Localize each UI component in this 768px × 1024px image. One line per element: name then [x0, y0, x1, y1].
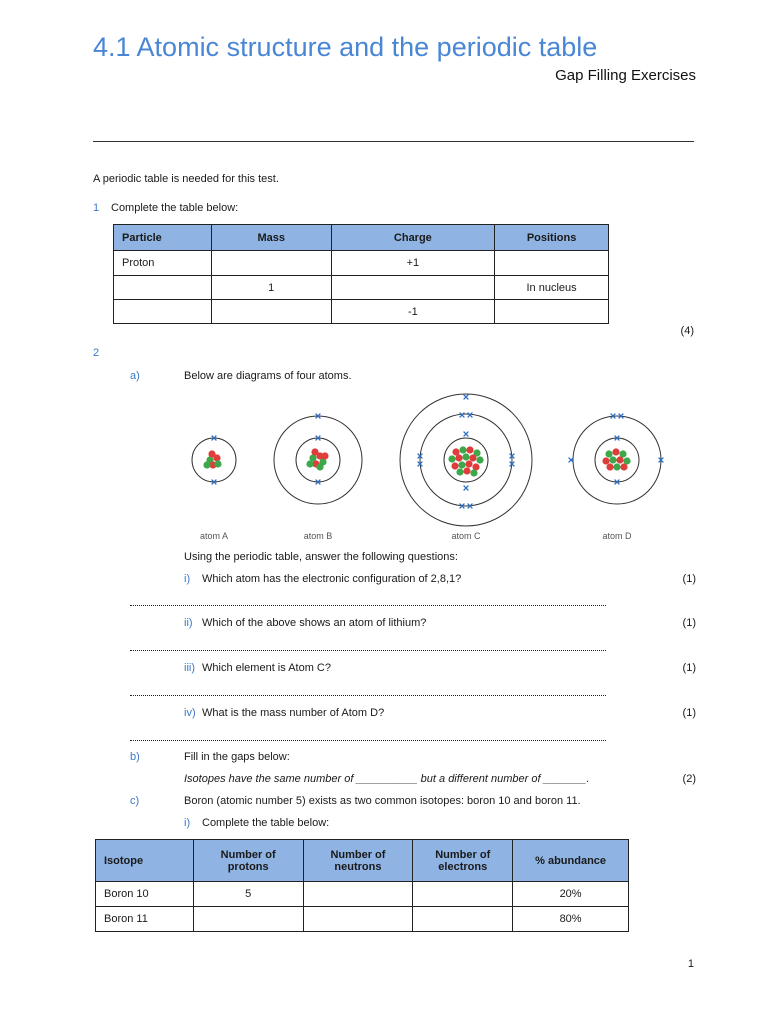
table-cell[interactable]: 1: [211, 276, 331, 300]
particle-table: [113, 224, 609, 324]
subquestion-text: Complete the table below:: [202, 817, 330, 829]
particle-table-header: Mass: [211, 225, 331, 251]
subquestion-label: i): [184, 573, 191, 585]
page-number: 1: [687, 958, 694, 970]
atom-b: [274, 414, 362, 504]
page-title: 4.1 Atomic structure and the periodic table: [93, 32, 598, 62]
subquestion-text: What is the mass number of Atom D?: [202, 707, 385, 719]
atom-d: [569, 414, 664, 504]
question-1-prompt: Complete the table below:: [111, 202, 239, 214]
table-cell[interactable]: 20%: [513, 882, 629, 907]
subquestion-marks: (1): [682, 573, 696, 585]
particle-table-header: Positions: [495, 225, 609, 251]
part-c-label: c): [130, 795, 140, 807]
answer-line[interactable]: [130, 740, 606, 741]
isotope-table-header: Number of protons: [193, 840, 303, 882]
table-row: [114, 300, 609, 324]
answer-line[interactable]: [130, 650, 606, 651]
atom-a: [192, 436, 236, 485]
answer-line[interactable]: [130, 605, 606, 606]
table-cell[interactable]: [211, 300, 331, 324]
subquestion-marks: (1): [682, 707, 696, 719]
part-a-label: a): [130, 370, 140, 382]
table-cell[interactable]: Boron 11: [96, 907, 194, 932]
particle-table-header: Charge: [331, 225, 495, 251]
isotope-table-header: Number of neutrons: [303, 840, 413, 882]
table-cell[interactable]: [495, 251, 609, 276]
table-cell[interactable]: [303, 882, 413, 907]
atom-label: atom C: [451, 531, 481, 541]
subquestion-label: iv): [184, 707, 196, 719]
subquestion-marks: (1): [682, 662, 696, 674]
part-b-prompt: Fill in the gaps below:: [184, 751, 290, 763]
isotope-table-header: Isotope: [96, 840, 194, 882]
table-cell[interactable]: [114, 300, 212, 324]
table-cell[interactable]: [495, 300, 609, 324]
table-cell[interactable]: 80%: [513, 907, 629, 932]
table-cell[interactable]: [193, 907, 303, 932]
subquestion-label: i): [184, 817, 191, 829]
table-row: [114, 251, 609, 276]
subquestion-label: iii): [184, 662, 195, 674]
table-cell[interactable]: [331, 276, 495, 300]
subquestion-text: Which element is Atom C?: [202, 662, 331, 674]
question-1-marks: (4): [680, 325, 694, 337]
part-c-prompt: Boron (atomic number 5) exists as two common isotopes: boron 10 and boron 11.: [184, 795, 581, 807]
atom-label: atom B: [303, 531, 333, 541]
table-cell[interactable]: +1: [331, 251, 495, 276]
subquestion-label: ii): [184, 617, 193, 629]
isotope-table: [95, 839, 629, 932]
table-row: [114, 276, 609, 300]
intro-text: A periodic table is needed for this test.: [93, 173, 279, 185]
question-number-2: 2: [93, 347, 100, 359]
atom-c: [400, 394, 532, 526]
subquestion-marks: (1): [682, 617, 696, 629]
table-cell[interactable]: [413, 882, 513, 907]
table-cell[interactable]: [211, 251, 331, 276]
header-divider: [93, 141, 694, 142]
part-a-instruction: Using the periodic table, answer the following questions:: [184, 551, 458, 563]
table-cell[interactable]: 5: [193, 882, 303, 907]
part-b-label: b): [130, 751, 140, 763]
question-number-1: 1: [93, 202, 100, 214]
table-cell[interactable]: -1: [331, 300, 495, 324]
subquestion-text: Which of the above shows an atom of lithium?: [202, 617, 427, 629]
answer-line[interactable]: [130, 695, 606, 696]
part-b-marks: (2): [682, 773, 696, 785]
isotope-sentence[interactable]: Isotopes have the same number of __________ but a different number of _______.: [184, 773, 590, 785]
part-a-prompt: Below are diagrams of four atoms.: [184, 370, 352, 382]
subquestion-text: Which atom has the electronic configuration of 2,8,1?: [202, 573, 462, 585]
isotope-table-header: Number of electrons: [413, 840, 513, 882]
table-cell[interactable]: [114, 276, 212, 300]
particle-table-header: Particle: [114, 225, 212, 251]
atom-label: atom A: [199, 531, 229, 541]
atom-diagrams: [184, 392, 664, 544]
table-cell[interactable]: In nucleus: [495, 276, 609, 300]
table-cell[interactable]: Proton: [114, 251, 212, 276]
table-cell[interactable]: [303, 907, 413, 932]
page-subtitle: Gap Filling Exercises: [555, 67, 696, 84]
table-row: [96, 907, 629, 932]
table-row: [96, 882, 629, 907]
isotope-table-header: % abundance: [513, 840, 629, 882]
table-cell[interactable]: [413, 907, 513, 932]
table-cell[interactable]: Boron 10: [96, 882, 194, 907]
atom-label: atom D: [602, 531, 632, 541]
